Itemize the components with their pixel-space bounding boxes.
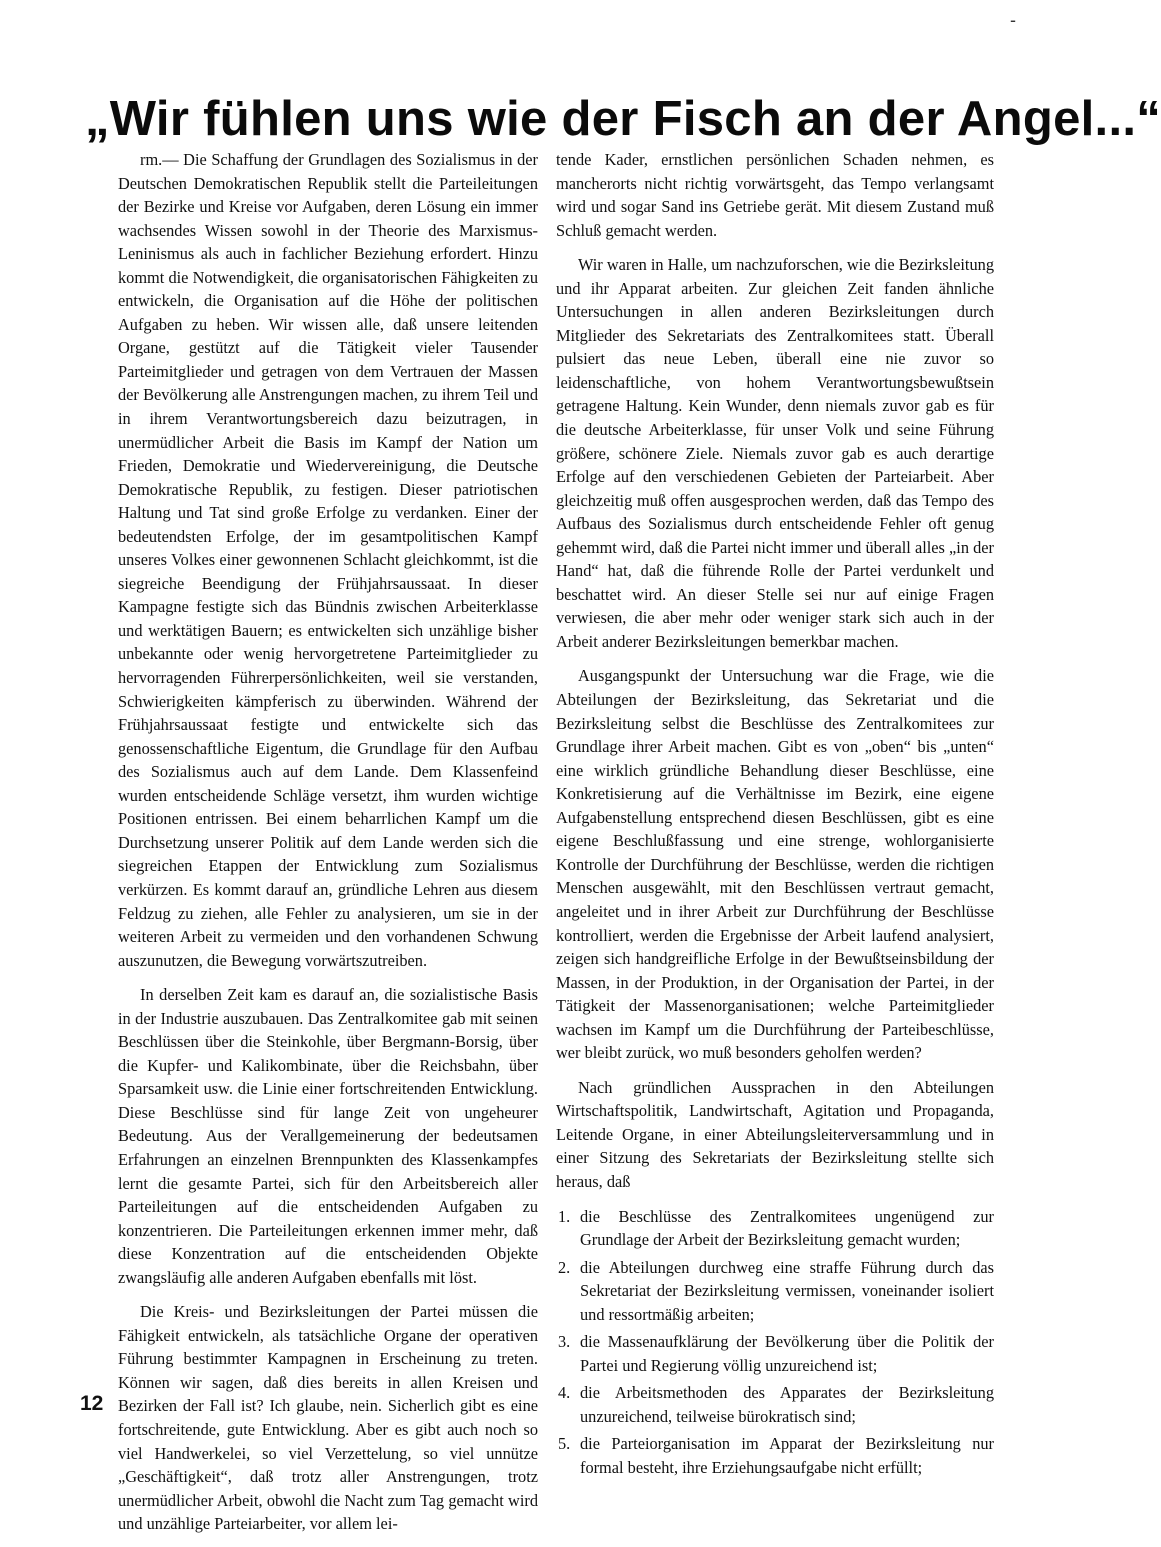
list-item-number: 5. (558, 1434, 571, 1454)
list-item-text: die Parteiorganisation im Apparat der Bezirksleitung nur formal besteht, ihre Erziehungsaufgabe nicht erfüllt; (580, 1434, 994, 1477)
list-item-text: die Arbeitsmethoden des Apparates der Bezirksleitung unzureichend, teilweise bürokratisch sind; (580, 1383, 994, 1426)
article-paragraph: Nach gründlichen Aussprachen in den Abteilungen Wirtschaftspolitik, Landwirtschaft, Agitation und Propaganda, Leitende Organe, in einer Abteilungsleiterversammlung und in einer Sitzung des Sekretariats der Bezirksleitung stellte sich heraus, daß (556, 1077, 994, 1191)
list-item-text: die Abteilungen durchweg eine straffe Führung durch das Sekretariat der Bezirksleitung vermissen, voneinander isoliert und ressortmäßig arbeiten; (580, 1257, 994, 1324)
article-paragraph: Die Kreis- und Bezirksleitungen der Partei müssen die Fähigkeit entwickeln, als tatsächliche Organe der operativen Führung bestimmter Kampagnen in Erscheinung zu treten. Können wir sagen, daß dies bereits in allen Kreisen und Bezirken der Fall ist? Ich glaube, nein. Sicherlich gibt es eine fortschreitende, gute Entwicklung. Aber es gibt auch noch so viel Handwerkelei, so viel Verzettelung, so viel unnütze „Geschäftigkeit“, daß trotz aller Anstrengungen, trotz unermüdlicher Arbeit, obwohl die Nacht zum Tag gemacht wird und unzählige Parteiarbeiter, vor allem lei- (118, 1302, 538, 1534)
list-item (556, 1432, 994, 1479)
page-number: 12 (80, 1392, 104, 1415)
article-headline: „Wir fühlen uns wie der Fisch an der Angel...“ (85, 91, 1161, 146)
article-paragraph-continuation: tende Kader, ernstlichen persönlichen Schaden nehmen, es mancherorts nicht richtig vorwärtsgeht, das Tempo verlangsamt wird und sogar Sand ins Getriebe gerät. Mit diesem Zustand muß Schluß gemacht werden. (556, 150, 994, 240)
list-item-number: 1. (558, 1206, 571, 1226)
list-item (556, 1205, 994, 1252)
findings-list (556, 1205, 994, 1480)
list-item-number: 4. (558, 1383, 571, 1403)
article-paragraph: Wir waren in Halle, um nachzuforschen, wie die Bezirksleitung und ihr Apparat arbeiten. Zur gleichen Zeit fanden ähnliche Untersuchungen in allen anderen Bezirksleitungen durch Mitglieder des Sekretariats des Zentralkomitees statt. Überall pulsiert das neue Leben, überall eine nie zuvor so leidenschaftliche, von hohem Verantwortungsbewußtsein getragene Haltung. Kein Wunder, denn niemals zuvor gab es für die deutsche Arbeiterklasse, für unser Volk und seine Führung größere, schönere Ziele. Niemals zuvor gab es auch derartige Erfolge auf den verschiedenen Gebieten der Parteiarbeit. Aber gleichzeitig muß offen ausgesprochen werden, daß das Tempo des Aufbaus des Sozialismus durch entscheidende Fehler oft genug gehemmt wird, daß die Partei nicht immer und überall alles „in der Hand“ hat, daß die führende Rolle der Partei verdunkelt und beschattet wird. An dieser Stelle sei nur auf einige Fragen verwiesen, die aber mehr oder weniger stark sich auch in der Arbeit anderer Bezirksleitungen bemerkbar machen. (556, 255, 994, 651)
list-item (556, 1256, 994, 1327)
right-column (556, 148, 994, 1484)
left-column (118, 148, 538, 1547)
article-paragraph: In derselben Zeit kam es darauf an, die sozialistische Basis in der Industrie auszubauen. Das Zentralkomitee gab mit seinen Beschlüssen über die Steinkohle, über Bergmann-Borsig, über die Kupfer- und Kalikombinate, über die Reichsbahn, über Sparsamkeit usw. die Linie einer fortschreitenden Entwicklung. Diese Beschlüsse sind für lange Zeit von ungeheurer Bedeutung. Aus der Verallgemeinerung der bedeutsamen Erfahrungen an einzelnen Brennpunkten des Klassenkampfes lernt die gesamte Partei, sich für den Arbeitsbereich aller Parteileitungen auf die entscheidenden Aufgaben zu konzentrieren. Die Parteileitungen erkennen immer mehr, daß diese Konzentration auf die entscheidenden Objekte zwangsläufig alle anderen Aufgaben ebenfalls mit löst. (118, 985, 538, 1287)
list-item-number: 2. (558, 1257, 571, 1277)
article-paragraph: rm.— Die Schaffung der Grundlagen des Sozialismus in der Deutschen Demokratischen Republik stellt die Parteileitungen der Bezirke und Kreise vor Aufgaben, deren Lösung ein immer wachsendes Wissen sowohl in der Theorie des Marxismus-Leninismus als auch in fachlicher Beziehung erfordert. Hinzu kommt die Notwendigkeit, die organisatorischen Fähigkeiten zu entwickeln, die Organisation auf die Höhe der politischen Aufgaben zu heben. Wir wissen alle, daß unsere leitenden Organe, gestützt auf die Tätigkeit vieler Tausender Parteimitglieder und getragen von dem Vertrauen der Massen der Bevölkerung alle Anstrengungen machen, zu ihrem Teil und in ihrem Verantwortungsbereich dazu beizutragen, in unermüdlicher Arbeit die Basis im Kampf der Nation um Frieden, Demokratie und Wiedervereinigung, die Deutsche Demokratische Republik, zu festigen. Dieser patriotischen Haltung und Tat sind große Erfolge zu verdanken. Einer der bedeutendsten Erfolge, der im gesamtpolitischen Kampf unseres Volkes einer gewonnenen Schlacht gleichkommt, ist die siegreiche Beendigung der Frühjahrsaussaat. In dieser Kampagne festigte sich das Bündnis zwischen Arbeiterklasse und werktätigen Bauern; es entwickelten sich unzählige bisher unbekannte oder wenig hervorgetretene Parteimitglieder zu hervorragenden Führerpersönlichkeiten, weil sie verstanden, Schwierigkeiten kämpferisch zu überwinden. Während der Frühjahrsaussaat festigte und entwickelte sich das genossenschaftliche Eigentum, die Grundlage für den Aufbau des Sozialismus auch auf dem Lande. Dem Klassenfeind wurden entscheidende Schläge versetzt, ihm wurden wichtige Positionen entrissen. Bei einem beharrlichen Kampf um die Durchsetzung unserer Politik auf dem Lande werden sich die siegreichen Etappen der Entwicklung zum Sozialismus verkürzen. Es kommt darauf an, gründliche Lehren aus diesem Feldzug zu ziehen, alle Fehler zu analysieren, um sie in der weiteren Arbeit zu vermeiden und den vorhandenen Schwung auszunutzen, die Bewegung vorwärtszutreiben. (118, 150, 538, 970)
article-paragraph: Ausgangspunkt der Untersuchung war die Frage, wie die Abteilungen der Bezirksleitung, das Sekretariat und die Bezirksleitung selbst die Beschlüsse des Zentralkomitees zur Grundlage ihrer Arbeit machen. Gibt es von „oben“ bis „unten“ eine wirklich gründliche Behandlung dieser Beschlüsse, eine Konkretisierung auf die Verhältnisse im Bezirk, eine eigene Aufgabenstellung entsprechend diesen Beschlüssen, gibt es eine eigene Beschlußfassung und eine strenge, wohlorganisierte Kontrolle der Durchführung der Beschlüsse, werden die richtigen Menschen ausgewählt, mit den Beschlüssen vertraut gemacht, angeleitet und in ihrer Arbeit zur Durchführung der Beschlüsse kontrolliert, werden die Ergebnisse der Arbeit laufend analysiert, zeigen sich handgreifliche Erfolge in der Bewußtseinsbildung der Massen, in der Produktion, in der Organisation der Partei, in der Tätigkeit der Massenorganisationen; welche Parteimitglieder wachsen im Kampf um die Durchführung der Parteibeschlüsse, wer bleibt zurück, wo muß besonders geholfen werden? (556, 666, 994, 1063)
page-corner-mark: - (1010, 10, 1016, 30)
list-item-text: die Beschlüsse des Zentralkomitees ungenügend zur Grundlage der Arbeit der Bezirksleitung gemacht wurden; (580, 1206, 994, 1250)
list-item-text: die Massenaufklärung der Bevölkerung über die Politik der Partei und Regierung völlig unzureichend ist; (580, 1332, 994, 1375)
list-item-number: 3. (558, 1332, 571, 1352)
list-item (556, 1381, 994, 1428)
list-item (556, 1330, 994, 1377)
